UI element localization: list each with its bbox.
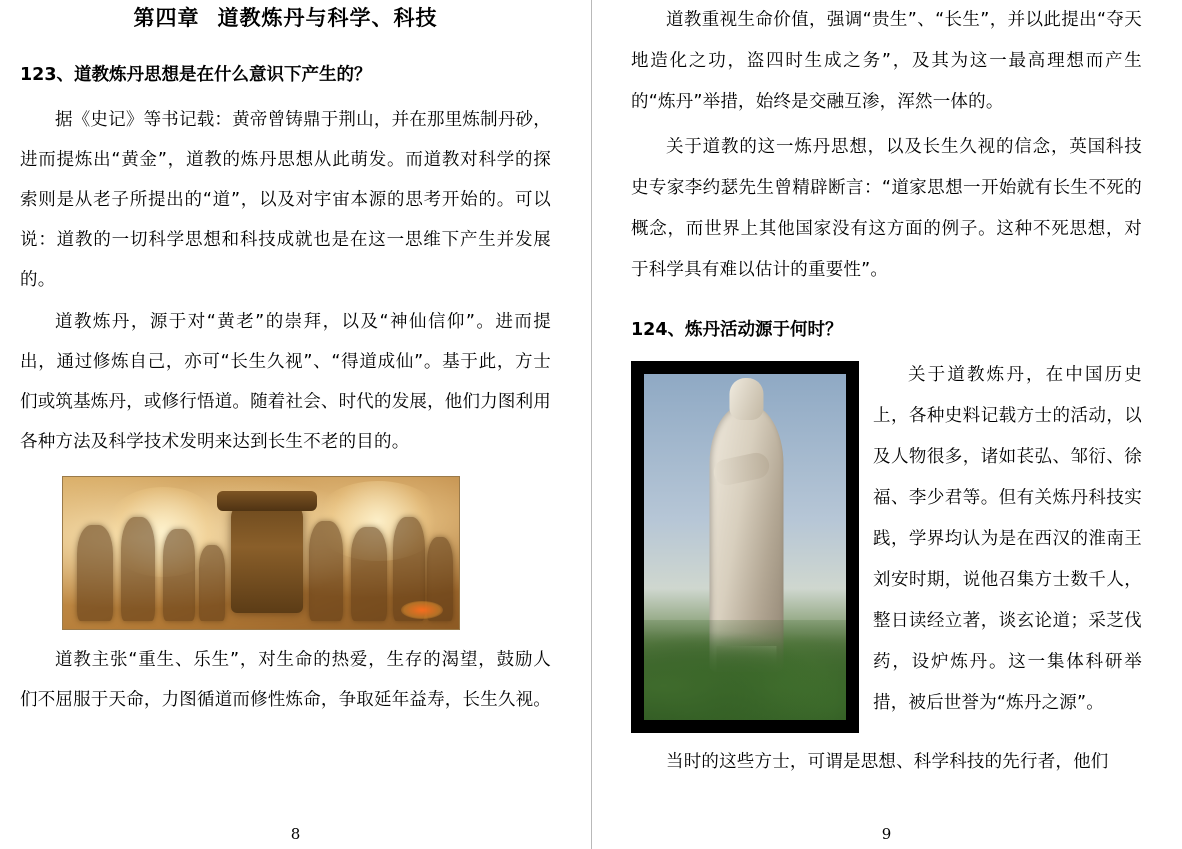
question-title-124: 124、炼丹活动源于何时？ [631,320,843,340]
paragraph: 道教主张“重生、乐生”，对生命的热爱，生存的渴望，鼓励人们不屈服于天命，力图循道而修性炼命，争取延年益寿，长生久视。 [20,650,551,710]
paragraph: 道教炼丹，源于对“黄老”的崇拜，以及“神仙信仰”。进而提出，通过修炼自己，亦可“长生久视”、“得道成仙”。基于此，方士们或筑基炼丹，或修行悟道。随着社会、时代的发展，他们力图利用各种方法及科学技术发明来达到长生不老的目的。 [20,312,551,452]
paragraph: 据《史记》等书记载：黄帝曾铸鼎于荆山，并在那里炼制丹砂，进而提炼出“黄金”，道教的炼丹思想从此萌发。而道教对科学的探索则是从老子所提出的“道”，以及对宇宙本源的思考开始的。可以说：道教的一切科学思想和科技成就也是在这一思维下产生并发展的。 [20,110,551,290]
paragraph: 道教重视生命价值，强调“贵生”、“长生”，并以此提出“夺天地造化之功，盗四时生成之务”，及其为这一最高理想而产生的“炼丹”举措，始终是交融互渗，浑然一体的。 [631,10,1142,112]
statue-head [729,378,763,420]
right-page [591,0,1182,849]
page-number-left: 8 [290,825,301,843]
paragraph: 关于道教炼丹，在中国历史上，各种史料记载方士的活动，以及人物很多，诸如苌弘、邹衍、徐福、李少君等。但有关炼丹科技实践，学界均认为是在西汉的淮南王刘安时期，说他召集方士数千人，整日读经立著，谈玄论道；采芝伐药，设炉炼丹。这一集体科研举措，被后世誉为“炼丹之源”。 [873,365,1142,713]
chapter-title [20,0,551,32]
chapter-title-number: 第四章 [133,6,200,30]
statue-photo-image [631,361,859,733]
paragraph: 当时的这些方士，可谓是思想、科学科技的先行者，他们 [666,752,1109,772]
paragraph: 关于道教的这一炼丹思想，以及长生久视的信念，英国科技史专家李约瑟先生曾精辟断言：“道家思想一开始就有长生不死的概念，而世界上其他国家没有这方面的例子。这种不死思想，对于科学具有难以估计的重要性”。 [631,137,1142,280]
relief-figure-image [62,476,460,630]
page-number-right: 9 [881,825,892,843]
statue-photo-inner [644,374,846,720]
chapter-title-text: 道教炼丹与科学、科技 [217,6,438,30]
foliage [644,620,846,720]
question-title-123: 123、道教炼丹思想是在什么意识下产生的？ [20,65,372,85]
statue-arm [711,450,771,487]
